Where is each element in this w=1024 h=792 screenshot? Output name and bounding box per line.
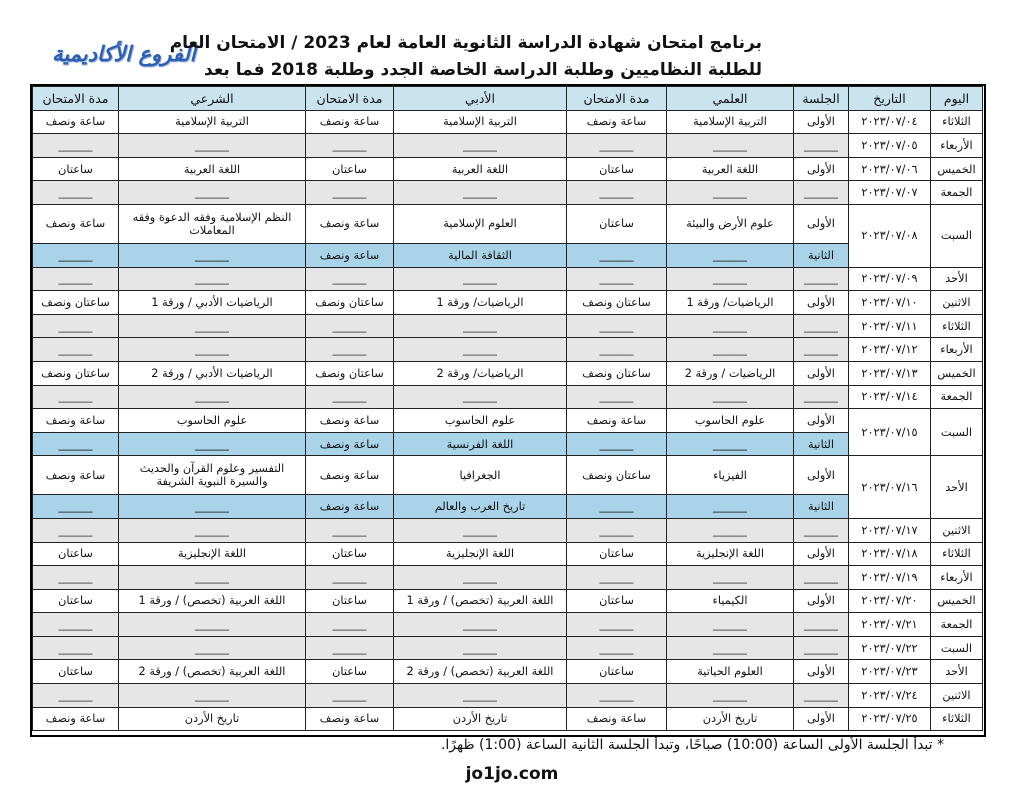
table-cell: التربية الإسلامية xyxy=(667,110,794,134)
table-cell: ٢٠٢٣/٠٧/٢١ xyxy=(849,613,931,637)
table-cell: ساعتان xyxy=(567,660,667,684)
table-cell: ساعة ونصف xyxy=(567,707,667,731)
table-cell: تاريخ الأردن xyxy=(394,707,567,731)
table-cell: ساعتان ونصف xyxy=(567,291,667,315)
col-header: الجلسة xyxy=(794,87,849,111)
table-cell: ______ xyxy=(567,636,667,660)
table-row-second-session xyxy=(33,243,983,267)
table-cell: ______ xyxy=(306,385,394,409)
table-row xyxy=(33,314,983,338)
table-cell: ______ xyxy=(119,566,306,590)
table-cell: ______ xyxy=(567,243,667,267)
table-cell: ______ xyxy=(33,243,119,267)
table-cell: ساعتان xyxy=(567,204,667,243)
table-cell: ______ xyxy=(567,518,667,542)
table-cell: الثانية xyxy=(794,243,849,267)
table-cell: اللغة العربية (تخصص) / ورقة 2 xyxy=(119,660,306,684)
table-cell: ______ xyxy=(394,181,567,205)
table-cell: ساعتان ونصف xyxy=(33,361,119,385)
table-cell: ______ xyxy=(567,181,667,205)
table-cell: الثلاثاء xyxy=(931,542,983,566)
exam-schedule-table xyxy=(32,86,983,731)
table-cell: ______ xyxy=(306,267,394,291)
table-row xyxy=(33,338,983,362)
col-header: الشرعي xyxy=(119,87,306,111)
table-cell: السبت xyxy=(931,204,983,267)
table-cell: ساعتان ونصف xyxy=(567,361,667,385)
table-cell: ساعة ونصف xyxy=(306,243,394,267)
table-cell: ساعتان xyxy=(567,589,667,613)
table-row xyxy=(33,409,983,433)
table-cell: ساعة ونصف xyxy=(33,110,119,134)
table-cell: ______ xyxy=(394,566,567,590)
table-cell: الأربعاء xyxy=(931,134,983,158)
table-row-second-session xyxy=(33,495,983,519)
table-cell: ______ xyxy=(33,432,119,456)
col-header: التاريخ xyxy=(849,87,931,111)
table-cell: الأولى xyxy=(794,542,849,566)
table-row xyxy=(33,385,983,409)
table-cell: ______ xyxy=(33,518,119,542)
table-cell: ٢٠٢٣/٠٧/٢٣ xyxy=(849,660,931,684)
table-cell: الرياضيات/ ورقة 2 xyxy=(394,361,567,385)
table-cell: ساعة ونصف xyxy=(567,409,667,433)
table-cell: ______ xyxy=(567,432,667,456)
table-cell: ساعتان ونصف xyxy=(306,361,394,385)
table-cell: ______ xyxy=(794,134,849,158)
logo-text: الفروع الأكاديمية xyxy=(52,42,196,66)
table-cell: ______ xyxy=(119,518,306,542)
table-cell: ______ xyxy=(306,613,394,637)
table-row xyxy=(33,134,983,158)
table-cell: اللغة العربية (تخصص) / ورقة 1 xyxy=(394,589,567,613)
table-cell: اللغة الفرنسية xyxy=(394,432,567,456)
table-cell: ٢٠٢٣/٠٧/١٢ xyxy=(849,338,931,362)
table-cell: ساعة ونصف xyxy=(33,409,119,433)
table-cell: ______ xyxy=(667,267,794,291)
table-cell: الأحد xyxy=(931,267,983,291)
table-cell: ______ xyxy=(667,566,794,590)
table-cell: ______ xyxy=(33,181,119,205)
table-cell: ٢٠٢٣/٠٧/١٦ xyxy=(849,456,931,519)
table-cell: ______ xyxy=(667,134,794,158)
table-cell: اللغة الإنجليزية xyxy=(119,542,306,566)
table-cell: ______ xyxy=(306,684,394,708)
table-cell: العلوم الحياتية xyxy=(667,660,794,684)
table-cell: ______ xyxy=(306,314,394,338)
table-cell: ______ xyxy=(119,338,306,362)
table-cell: ______ xyxy=(119,243,306,267)
table-cell: ______ xyxy=(119,495,306,519)
table-cell: الخميس xyxy=(931,361,983,385)
table-cell: ______ xyxy=(794,636,849,660)
table-cell: ٢٠٢٣/٠٧/٢٠ xyxy=(849,589,931,613)
table-cell: الأولى xyxy=(794,707,849,731)
table-cell: الأولى xyxy=(794,110,849,134)
table-cell: ______ xyxy=(33,613,119,637)
table-cell: ساعتان ونصف xyxy=(567,456,667,495)
table-cell: ٢٠٢٣/٠٧/١٨ xyxy=(849,542,931,566)
table-cell: السبت xyxy=(931,409,983,456)
col-header: الأدبي xyxy=(394,87,567,111)
table-cell: ساعة ونصف xyxy=(306,110,394,134)
table-cell: التربية الإسلامية xyxy=(119,110,306,134)
table-cell: ______ xyxy=(306,181,394,205)
table-cell: الخميس xyxy=(931,589,983,613)
table-cell: ______ xyxy=(306,566,394,590)
table-row xyxy=(33,361,983,385)
table-cell: ٢٠٢٣/٠٧/٢٤ xyxy=(849,684,931,708)
table-cell: ______ xyxy=(794,314,849,338)
page-subtitle: للطلبة النظاميين وطلبة الدراسة الخاصة الجدد وطلبة 2018 فما بعد xyxy=(204,60,762,80)
table-row xyxy=(33,542,983,566)
table-cell: اللغة الإنجليزية xyxy=(394,542,567,566)
table-cell: اللغة العربية (تخصص) / ورقة 2 xyxy=(394,660,567,684)
table-cell: ساعتان xyxy=(306,589,394,613)
table-cell: الثلاثاء xyxy=(931,707,983,731)
table-cell: ______ xyxy=(306,134,394,158)
table-row xyxy=(33,157,983,181)
table-cell: ______ xyxy=(667,314,794,338)
table-cell: علوم الحاسوب xyxy=(667,409,794,433)
table-cell: ساعة ونصف xyxy=(33,707,119,731)
table-cell: ساعة ونصف xyxy=(306,204,394,243)
table-cell: الأولى xyxy=(794,204,849,243)
table-cell: اللغة العربية (تخصص) / ورقة 1 xyxy=(119,589,306,613)
table-cell: ساعتان xyxy=(306,542,394,566)
table-cell: ٢٠٢٣/٠٧/١٥ xyxy=(849,409,931,456)
table-row xyxy=(33,613,983,637)
table-cell: تاريخ العرب والعالم xyxy=(394,495,567,519)
table-cell: الأولى xyxy=(794,409,849,433)
col-header: مدة الامتحان xyxy=(306,87,394,111)
table-cell: ______ xyxy=(667,684,794,708)
table-cell: ٢٠٢٣/٠٧/١٣ xyxy=(849,361,931,385)
table-row xyxy=(33,291,983,315)
table-cell: ساعة ونصف xyxy=(306,495,394,519)
table-cell: ______ xyxy=(306,636,394,660)
table-cell: ______ xyxy=(119,613,306,637)
table-cell: ______ xyxy=(33,684,119,708)
table-cell: ______ xyxy=(394,684,567,708)
table-row xyxy=(33,636,983,660)
table-row xyxy=(33,456,983,495)
table-cell: الرياضيات الأدبي / ورقة 2 xyxy=(119,361,306,385)
table-cell: ٢٠٢٣/٠٧/٠٧ xyxy=(849,181,931,205)
table-cell: ______ xyxy=(33,385,119,409)
table-cell: تاريخ الأردن xyxy=(667,707,794,731)
table-cell: ______ xyxy=(33,495,119,519)
table-cell: ______ xyxy=(119,432,306,456)
col-header: اليوم xyxy=(931,87,983,111)
table-cell: ______ xyxy=(667,495,794,519)
table-cell: ______ xyxy=(567,267,667,291)
table-cell: ساعتان xyxy=(33,542,119,566)
table-cell: الأولى xyxy=(794,589,849,613)
table-cell: الرياضيات/ ورقة 1 xyxy=(667,291,794,315)
table-cell: ______ xyxy=(794,181,849,205)
table-cell: ______ xyxy=(794,566,849,590)
table-cell: ساعة ونصف xyxy=(306,707,394,731)
table-cell: الأربعاء xyxy=(931,338,983,362)
table-cell: الثانية xyxy=(794,432,849,456)
table-cell: ______ xyxy=(567,385,667,409)
table-cell: ______ xyxy=(667,181,794,205)
table-cell: ______ xyxy=(394,636,567,660)
table-cell: التفسير وعلوم القرآن والحديث والسيرة النبوية الشريفة xyxy=(119,456,306,495)
table-cell: اللغة العربية xyxy=(667,157,794,181)
table-cell: الرياضيات/ ورقة 1 xyxy=(394,291,567,315)
table-cell: اللغة الإنجليزية xyxy=(667,542,794,566)
table-cell: الأحد xyxy=(931,660,983,684)
table-cell: ساعة ونصف xyxy=(306,409,394,433)
table-cell: ______ xyxy=(33,338,119,362)
table-cell: ٢٠٢٣/٠٧/١٤ xyxy=(849,385,931,409)
table-cell: ______ xyxy=(394,267,567,291)
table-cell: ______ xyxy=(667,613,794,637)
table-cell: ______ xyxy=(567,338,667,362)
table-cell: ساعة ونصف xyxy=(567,110,667,134)
table-cell: ______ xyxy=(394,338,567,362)
table-row-second-session xyxy=(33,432,983,456)
table-cell: ٢٠٢٣/٠٧/٠٦ xyxy=(849,157,931,181)
table-cell: ______ xyxy=(794,267,849,291)
table-cell: ______ xyxy=(394,613,567,637)
table-cell: ______ xyxy=(794,613,849,637)
table-cell: ______ xyxy=(394,385,567,409)
table-cell: الأولى xyxy=(794,660,849,684)
table-cell: تاريخ الأردن xyxy=(119,707,306,731)
table-cell: ساعتان xyxy=(33,660,119,684)
table-cell: ______ xyxy=(33,267,119,291)
table-cell: الاثنين xyxy=(931,684,983,708)
table-cell: ______ xyxy=(794,518,849,542)
table-cell: ______ xyxy=(667,518,794,542)
table-cell: علوم الحاسوب xyxy=(119,409,306,433)
table-cell: الأولى xyxy=(794,361,849,385)
table-cell: الاثنين xyxy=(931,291,983,315)
table-cell: ______ xyxy=(567,314,667,338)
table-cell: ______ xyxy=(394,518,567,542)
table-cell: الجغرافيا xyxy=(394,456,567,495)
table-cell: ______ xyxy=(667,385,794,409)
table-header-row xyxy=(33,87,983,111)
table-cell: ______ xyxy=(567,134,667,158)
site-url: jo1jo.com xyxy=(465,764,559,784)
table-cell: الثانية xyxy=(794,495,849,519)
table-cell: ______ xyxy=(33,314,119,338)
col-header: العلمي xyxy=(667,87,794,111)
table-cell: ______ xyxy=(119,181,306,205)
table-cell: ______ xyxy=(119,314,306,338)
table-cell: اللغة العربية xyxy=(119,157,306,181)
table-row xyxy=(33,518,983,542)
table-cell: ٢٠٢٣/٠٧/٢٥ xyxy=(849,707,931,731)
table-cell: ساعة ونصف xyxy=(306,456,394,495)
table-cell: ______ xyxy=(33,134,119,158)
table-cell: الاثنين xyxy=(931,518,983,542)
table-cell: ______ xyxy=(33,636,119,660)
table-cell: ساعة ونصف xyxy=(33,456,119,495)
table-cell: ______ xyxy=(33,566,119,590)
table-cell: ______ xyxy=(567,684,667,708)
table-cell: ساعتان xyxy=(306,660,394,684)
col-header: مدة الامتحان xyxy=(567,87,667,111)
table-cell: ساعتان xyxy=(33,589,119,613)
table-cell: ساعتان ونصف xyxy=(306,291,394,315)
table-row xyxy=(33,707,983,731)
table-row xyxy=(33,566,983,590)
table-row xyxy=(33,660,983,684)
table-cell: الخميس xyxy=(931,157,983,181)
col-header: مدة الامتحان xyxy=(33,87,119,111)
table-cell: ٢٠٢٣/٠٧/١٧ xyxy=(849,518,931,542)
table-cell: ساعة ونصف xyxy=(33,204,119,243)
table-cell: ٢٠٢٣/٠٧/٠٤ xyxy=(849,110,931,134)
table-cell: السبت xyxy=(931,636,983,660)
table-cell: علوم الحاسوب xyxy=(394,409,567,433)
table-cell: ______ xyxy=(667,338,794,362)
table-cell: الفيزياء xyxy=(667,456,794,495)
table-row xyxy=(33,181,983,205)
table-cell: ______ xyxy=(394,314,567,338)
table-cell: ٢٠٢٣/٠٧/٢٢ xyxy=(849,636,931,660)
table-cell: ٢٠٢٣/٠٧/٠٥ xyxy=(849,134,931,158)
table-cell: اللغة العربية xyxy=(394,157,567,181)
table-cell: ساعتان xyxy=(567,157,667,181)
table-cell: الجمعة xyxy=(931,385,983,409)
table-cell: ساعة ونصف xyxy=(306,432,394,456)
table-row xyxy=(33,267,983,291)
table-cell: ٢٠٢٣/٠٧/١٩ xyxy=(849,566,931,590)
table-cell: ساعتان xyxy=(306,157,394,181)
table-cell: الثلاثاء xyxy=(931,110,983,134)
table-cell: ______ xyxy=(794,385,849,409)
table-row xyxy=(33,204,983,243)
table-row xyxy=(33,110,983,134)
table-cell: الأولى xyxy=(794,456,849,495)
table-cell: الأحد xyxy=(931,456,983,519)
table-cell: ______ xyxy=(667,243,794,267)
table-cell: ______ xyxy=(394,134,567,158)
table-cell: الأولى xyxy=(794,157,849,181)
table-cell: ______ xyxy=(306,338,394,362)
table-cell: علوم الأرض والبيئة xyxy=(667,204,794,243)
table-cell: ٢٠٢٣/٠٧/١٠ xyxy=(849,291,931,315)
table-cell: ______ xyxy=(794,684,849,708)
table-cell: ______ xyxy=(667,432,794,456)
table-cell: ______ xyxy=(119,684,306,708)
table-cell: ______ xyxy=(794,338,849,362)
page-title: برنامج امتحان شهادة الدراسة الثانوية العامة لعام 2023 / الامتحان العام xyxy=(169,33,762,53)
table-cell: الثلاثاء xyxy=(931,314,983,338)
table-cell: الرياضيات الأدبي / ورقة 1 xyxy=(119,291,306,315)
table-cell: النظم الإسلامية وفقه الدعوة وفقه المعاملات xyxy=(119,204,306,243)
table-cell: ______ xyxy=(119,385,306,409)
table-cell: ______ xyxy=(119,134,306,158)
table-cell: الأربعاء xyxy=(931,566,983,590)
table-cell: العلوم الإسلامية xyxy=(394,204,567,243)
table-cell: الجمعة xyxy=(931,613,983,637)
table-cell: ______ xyxy=(567,495,667,519)
table-cell: ______ xyxy=(119,267,306,291)
table-cell: ______ xyxy=(119,636,306,660)
table-cell: التربية الإسلامية xyxy=(394,110,567,134)
table-cell: ساعتان xyxy=(567,542,667,566)
table-cell: ______ xyxy=(567,566,667,590)
table-row xyxy=(33,589,983,613)
table-cell: ٢٠٢٣/٠٧/٠٩ xyxy=(849,267,931,291)
footer-note: * تبدأ الجلسة الأولى الساعة (10:00) صباحًا، وتبدأ الجلسة الثانية الساعة (1:00) ظهرًا. xyxy=(440,737,944,753)
table-cell: ساعتان xyxy=(33,157,119,181)
table-cell: ______ xyxy=(306,518,394,542)
table-cell: ٢٠٢٣/٠٧/٠٨ xyxy=(849,204,931,267)
table-cell: الرياضيات / ورقة 2 xyxy=(667,361,794,385)
table-cell: الثقافة المالية xyxy=(394,243,567,267)
table-cell: الأولى xyxy=(794,291,849,315)
table-cell: الكيمياء xyxy=(667,589,794,613)
table-cell: ______ xyxy=(567,613,667,637)
table-cell: ساعتان ونصف xyxy=(33,291,119,315)
table-cell: الجمعة xyxy=(931,181,983,205)
table-row xyxy=(33,684,983,708)
table-cell: ٢٠٢٣/٠٧/١١ xyxy=(849,314,931,338)
table-cell: ______ xyxy=(667,636,794,660)
